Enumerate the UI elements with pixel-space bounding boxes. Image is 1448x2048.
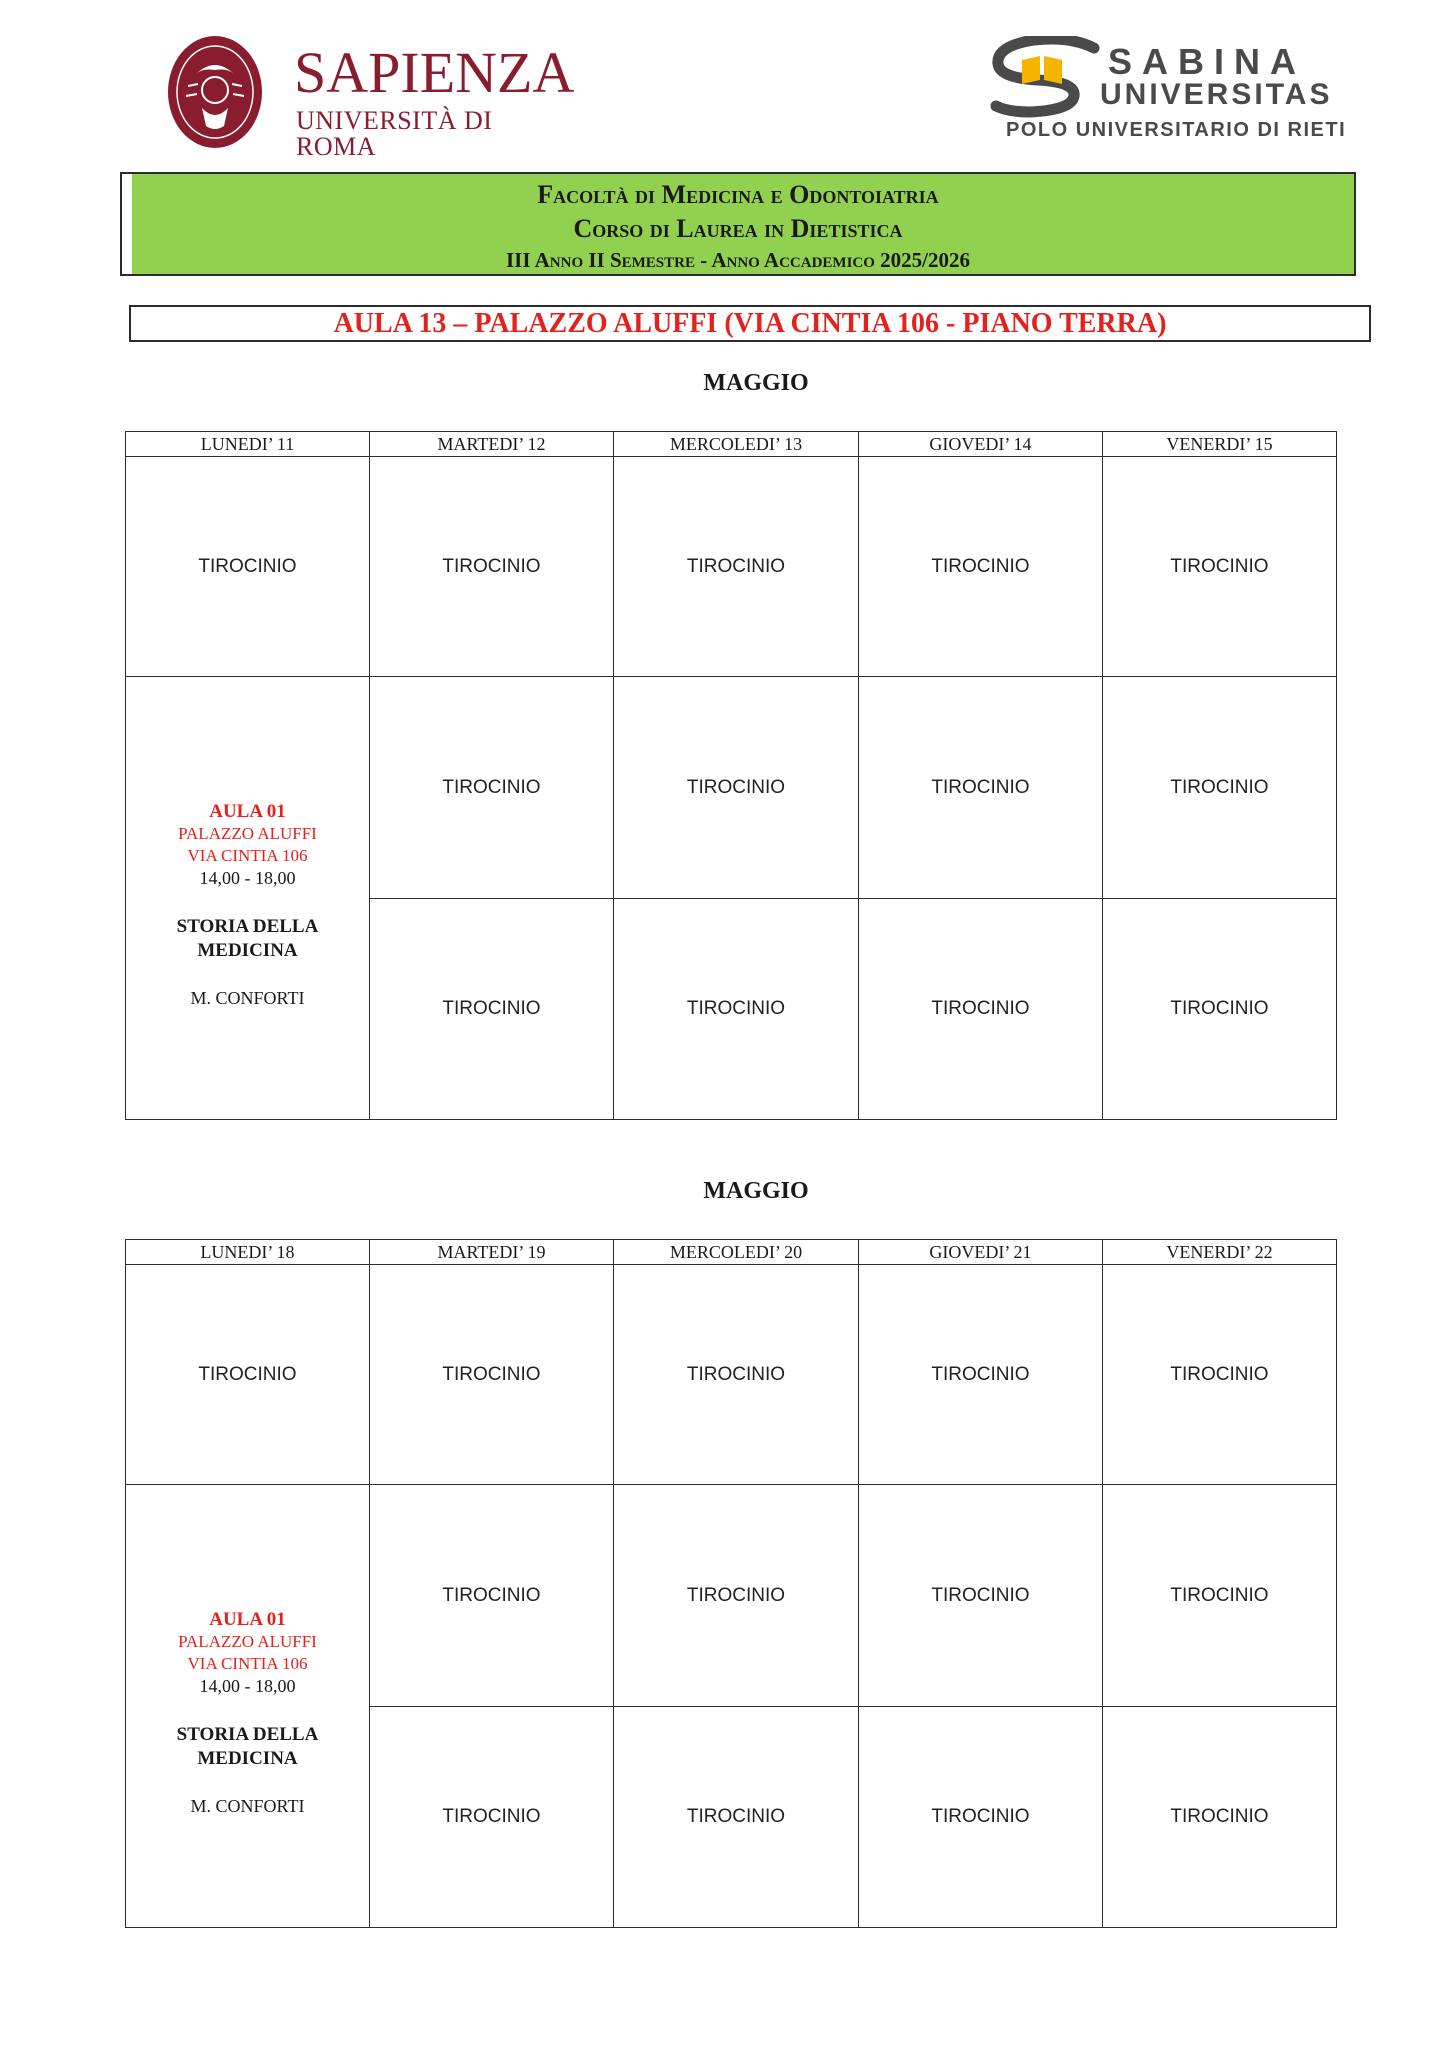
day-header: MARTEDI’ 12	[369, 431, 614, 457]
lesson-aula: AULA 01	[209, 801, 286, 822]
schedule-cell	[858, 1264, 1103, 1485]
schedule-cell	[369, 1484, 614, 1707]
schedule-table-week-2	[125, 1239, 1337, 1928]
schedule-cell	[613, 1264, 859, 1485]
lesson-teacher: M. CONFORTI	[190, 1796, 305, 1816]
schedule-cell	[1102, 1264, 1337, 1485]
tirocinio-label: TIROCINIO	[442, 555, 541, 577]
lesson-aula: AULA 01	[209, 1609, 286, 1630]
tirocinio-label: TIROCINIO	[442, 998, 541, 1019]
monday-lesson-cell	[125, 1484, 370, 1928]
day-header: VENERDI’ 15	[1102, 431, 1337, 457]
schedule-cell	[369, 1706, 614, 1928]
schedule-cell	[613, 456, 859, 677]
day-header: MERCOLEDI’ 13	[613, 431, 859, 457]
day-header: MARTEDI’ 19	[369, 1239, 614, 1265]
month-title: MAGGIO	[703, 370, 809, 396]
schedule-cell	[1102, 456, 1337, 677]
schedule-cell	[369, 456, 614, 677]
tirocinio-label: TIROCINIO	[1170, 555, 1269, 577]
schedule-cell	[369, 1264, 614, 1485]
schedule-cell	[858, 1484, 1103, 1707]
semester-title: III Anno II Semestre - Anno Accademico 2025/2026	[506, 248, 970, 272]
day-header: LUNEDI’ 18	[125, 1239, 370, 1265]
schedule-cell	[1102, 898, 1337, 1120]
schedule-cell	[369, 676, 614, 899]
day-header: GIOVEDI’ 14	[858, 431, 1103, 457]
aula-banner: AULA 13 – PALAZZO ALUFFI (VIA CINTIA 106 - PIANO TERRA)	[129, 305, 1371, 342]
lesson-subject: STORIA DELLA MEDICINA	[176, 1724, 319, 1769]
lesson-teacher: M. CONFORTI	[190, 988, 305, 1008]
schedule-cell	[858, 676, 1103, 899]
tirocinio-label: TIROCINIO	[686, 1584, 786, 1606]
schedule-cell	[125, 1264, 370, 1485]
tirocinio-label: TIROCINIO	[442, 1806, 541, 1827]
lesson-address: VIA CINTIA 106	[187, 1654, 308, 1673]
lesson-subject: STORIA DELLA MEDICINA	[176, 916, 319, 961]
month-title: MAGGIO	[703, 1178, 809, 1204]
sapienza-subtitle: UNIVERSITÀ DI ROMA	[296, 106, 493, 161]
tirocinio-label: TIROCINIO	[1170, 998, 1269, 1019]
tirocinio-label: TIROCINIO	[686, 555, 786, 577]
day-header: MERCOLEDI’ 20	[613, 1239, 859, 1265]
tirocinio-label: TIROCINIO	[686, 998, 786, 1019]
tirocinio-label: TIROCINIO	[931, 998, 1030, 1019]
lesson-time: 14,00 - 18,00	[199, 1676, 296, 1696]
tirocinio-label: TIROCINIO	[442, 1584, 541, 1606]
tirocinio-label: TIROCINIO	[686, 776, 786, 798]
lesson-building: PALAZZO ALUFFI	[178, 1632, 317, 1651]
tirocinio-label: TIROCINIO	[1170, 1806, 1269, 1827]
schedule-cell	[125, 456, 370, 677]
tirocinio-label: TIROCINIO	[198, 555, 297, 577]
tirocinio-label: TIROCINIO	[931, 1806, 1030, 1827]
lesson-address: VIA CINTIA 106	[187, 846, 308, 865]
tirocinio-label: TIROCINIO	[442, 1363, 541, 1385]
schedule-cell	[858, 456, 1103, 677]
day-header: LUNEDI’ 11	[125, 431, 370, 457]
sabina-book-icon	[990, 36, 1102, 118]
sabina-subtitle: POLO UNIVERSITARIO DI RIETI	[1006, 119, 1347, 141]
schedule-cell	[369, 898, 614, 1120]
sabina-name-line2: UNIVERSITAS	[1100, 78, 1333, 111]
schedule-cell	[613, 1484, 859, 1707]
schedule-cell	[1102, 1484, 1337, 1707]
sabina-name: SABINA	[1108, 41, 1307, 82]
lesson-building: PALAZZO ALUFFI	[178, 824, 317, 843]
course-title: Corso di Laurea in Dietistica	[573, 214, 903, 243]
schedule-cell	[858, 1706, 1103, 1928]
tirocinio-label: TIROCINIO	[1170, 776, 1269, 798]
tirocinio-label: TIROCINIO	[442, 776, 541, 798]
tirocinio-label: TIROCINIO	[931, 776, 1030, 798]
schedule-cell	[613, 1706, 859, 1928]
sapienza-logo	[166, 32, 575, 161]
sabina-logo	[990, 36, 1350, 146]
sapienza-name: SAPIENZA	[294, 40, 575, 105]
faculty-header	[120, 172, 1356, 276]
tirocinio-label: TIROCINIO	[1170, 1584, 1269, 1606]
schedule-cell	[1102, 676, 1337, 899]
tirocinio-label: TIROCINIO	[686, 1363, 786, 1385]
schedule-cell	[613, 676, 859, 899]
tirocinio-label: TIROCINIO	[198, 1363, 297, 1385]
schedule-cell	[613, 898, 859, 1120]
tirocinio-label: TIROCINIO	[1170, 1363, 1269, 1385]
schedule-cell	[1102, 1706, 1337, 1928]
faculty-title: Facoltà di Medicina e Odontoiatria	[537, 180, 939, 209]
tirocinio-label: TIROCINIO	[931, 1584, 1030, 1606]
tirocinio-label: TIROCINIO	[686, 1806, 786, 1827]
monday-lesson-cell	[125, 676, 370, 1120]
day-header: GIOVEDI’ 21	[858, 1239, 1103, 1265]
day-header: VENERDI’ 22	[1102, 1239, 1337, 1265]
lesson-time: 14,00 - 18,00	[199, 868, 296, 888]
schedule-table-week-1	[125, 431, 1337, 1120]
tirocinio-label: TIROCINIO	[931, 1363, 1030, 1385]
tirocinio-label: TIROCINIO	[931, 555, 1030, 577]
schedule-cell	[858, 898, 1103, 1120]
sapienza-seal-icon	[166, 34, 264, 150]
